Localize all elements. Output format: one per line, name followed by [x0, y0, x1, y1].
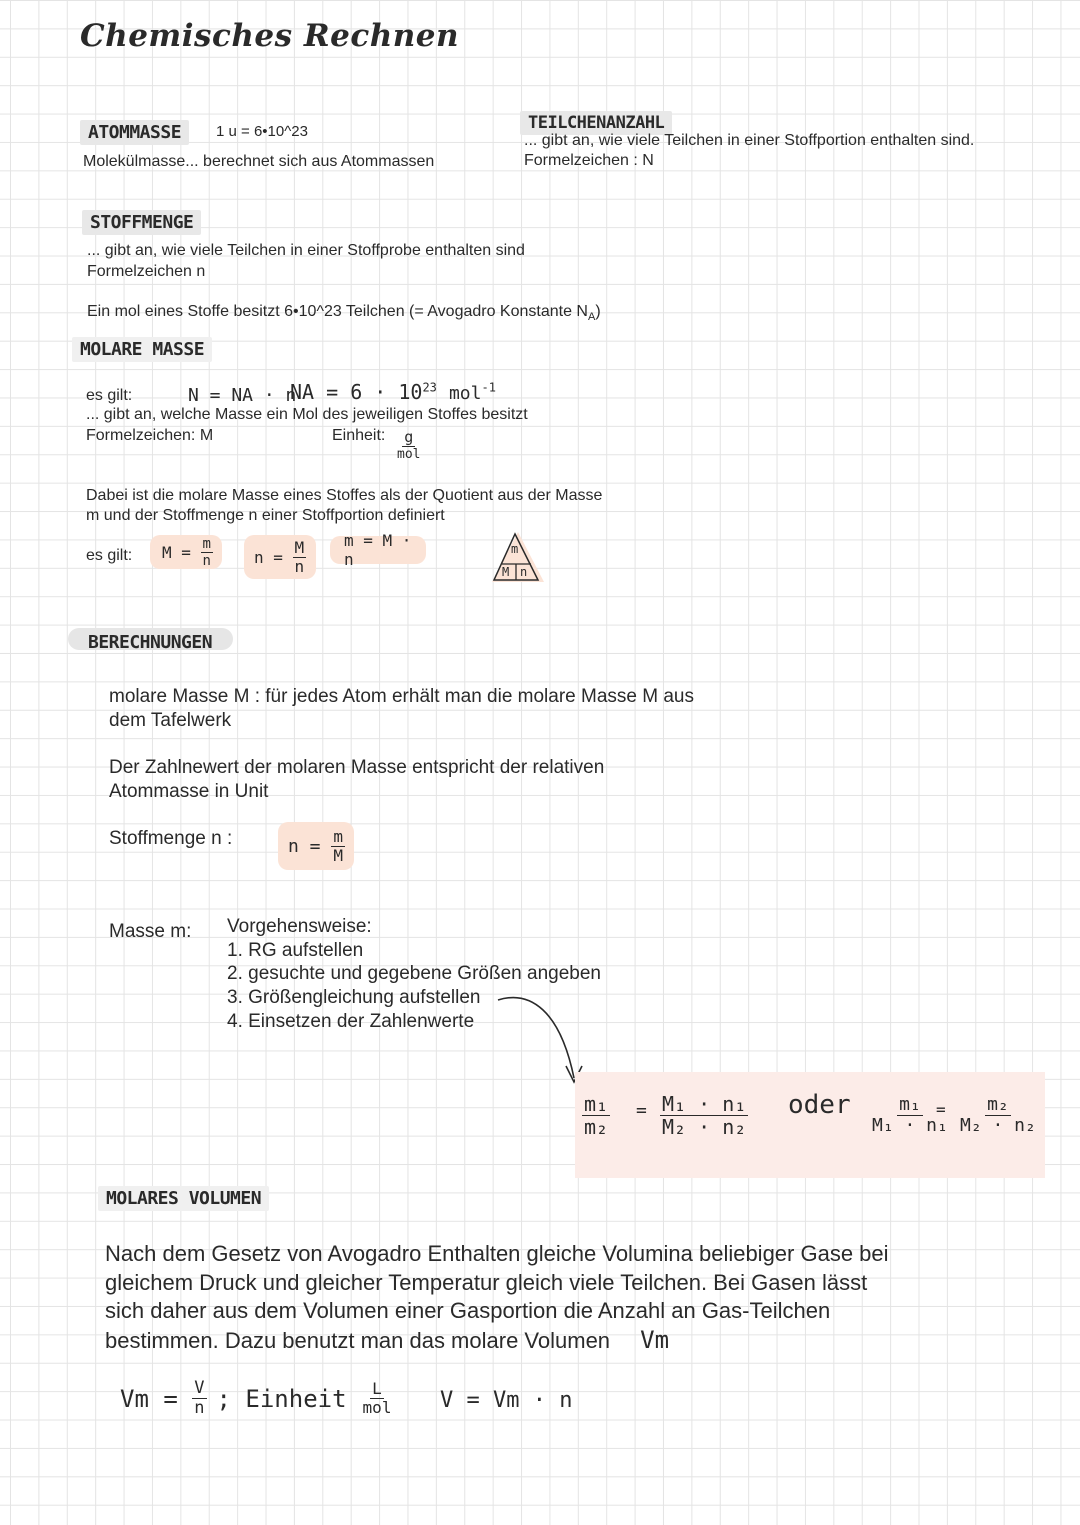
- eq-a-num: m₁: [584, 1092, 609, 1116]
- formula-avogadro-constant: [290, 380, 496, 404]
- es-gilt-label-2: es gilt:: [86, 547, 133, 564]
- molare-masse-tafelwerk-line-2: dem Tafelwerk: [109, 710, 232, 731]
- formula-stoffmenge-1: [244, 535, 316, 579]
- atommasse-heading: ATOMMASSE: [80, 120, 189, 145]
- eq-d-num: m₂: [987, 1094, 1009, 1115]
- page-title: Chemisches Rechnen: [80, 18, 460, 54]
- oder-word: oder: [788, 1090, 851, 1120]
- teilchenanzahl-heading: TEILCHENANZAHL: [520, 111, 672, 135]
- formula-vm-unit-num: L: [372, 1379, 382, 1398]
- avogadro-line: [87, 302, 601, 327]
- formula-triangle: [488, 528, 548, 586]
- formula-triangle-shape: [488, 528, 548, 586]
- eq-a-den: m₂: [584, 1115, 609, 1139]
- formula-stoffmenge-2-den: M: [333, 845, 343, 865]
- teilchenanzahl-description: ... gibt an, wie viele Teilchen in einer Stoffportion enthalten sind.: [524, 132, 975, 149]
- formula-molar-mass-lhs: M =: [162, 542, 191, 562]
- formula-stoffmenge-2: [278, 822, 354, 870]
- avogadro-exponent: 23: [422, 380, 437, 395]
- unit-denominator: mol: [397, 447, 421, 462]
- step-3: 3. Größengleichung aufstellen: [227, 987, 481, 1008]
- masse-m-label: Masse m:: [109, 921, 192, 942]
- equation-mass-ratio: [582, 1094, 610, 1137]
- molare-masse-symbol: Formelzeichen: M: [86, 427, 214, 444]
- molare-masse-description: ... gibt an, welche Masse ein Mol des jeweiligen Stoffes besitzt: [86, 406, 528, 423]
- zahlenwert-line-2: Atommasse in Unit: [109, 781, 269, 802]
- avogadro-law-line-3: sich daher aus dem Volumen einer Gasportion die Anzahl an Gas-Teilchen: [105, 1298, 831, 1323]
- formula-vm-einheit: ; Einheit: [216, 1384, 347, 1413]
- avogadro-law-line-2: gleichem Druck und gleicher Temperatur gleich viele Teilchen. Bei Gasen lässt: [105, 1269, 868, 1295]
- step-2: 2. gesuchte und gegebene Größen angeben: [227, 963, 601, 984]
- molares-volumen-heading: MOLARES VOLUMEN: [98, 1186, 269, 1211]
- stoffmenge-symbol: Formelzeichen n: [87, 263, 206, 280]
- definition-line-2: m und der Stoffmenge n einer Stoffportion definiert: [86, 507, 445, 524]
- formula-vm-den: n: [194, 1398, 205, 1418]
- stoffmenge-description: ... gibt an, wie viele Teilchen in einer Stoffprobe enthalten sind: [87, 242, 525, 259]
- stoffmenge-n-label: Stoffmenge n :: [109, 828, 233, 849]
- eq-c-den: M₁ · n₁: [872, 1115, 948, 1136]
- atomic-unit-definition: 1 u = 6•10^23: [216, 123, 308, 140]
- avogadro-law-line-4-text: bestimmen. Dazu benutzt man das molare Volumen: [105, 1327, 611, 1353]
- formula-molar-volume: [120, 1380, 393, 1417]
- avogadro-law-paragraph: [105, 1240, 1005, 1355]
- es-gilt-label-1: es gilt:: [86, 387, 133, 404]
- formula-molar-mass: [150, 535, 222, 569]
- avogadro-law-line-1: Nach dem Gesetz von Avogadro Enthalten gleiche Volumina beliebiger Gase bei: [105, 1241, 889, 1266]
- berechnungen-heading: BERECHNUNGEN: [88, 632, 213, 653]
- equation-right-quotient: [958, 1096, 1038, 1135]
- avogadro-unit: mol: [448, 383, 482, 404]
- molare-masse-tafelwerk-line-1: molare Masse M : für jedes Atom erhält man die molare Masse M aus: [109, 686, 695, 707]
- avogadro-subscript: A: [587, 311, 596, 324]
- teilchenanzahl-symbol: Formelzeichen : N: [524, 152, 654, 169]
- avogadro-law-line-4: [105, 1326, 1005, 1356]
- formula-stoffmenge-1-lhs: n =: [254, 547, 283, 567]
- formula-stoffmenge-2-num: m: [333, 826, 343, 846]
- avogadro-value: NA = 6 · 10: [290, 380, 423, 404]
- zahlenwert-line-1: Der Zahlnewert der molaren Masse entspricht der relativen: [109, 757, 605, 778]
- formula-molar-mass-num: m: [202, 535, 211, 552]
- stoffmenge-heading: STOFFMENGE: [82, 210, 201, 235]
- equation-molar-ratio: [660, 1094, 748, 1137]
- molekuelmasse-line: Molekülmasse... berechnet sich aus Atommassen: [83, 153, 435, 170]
- formula-molar-mass-den: n: [202, 552, 211, 569]
- triangle-top-m: m: [511, 542, 519, 556]
- formula-particle-count: N = NA · n: [188, 385, 297, 406]
- eq-equals-2: =: [936, 1100, 946, 1119]
- formula-stoffmenge-2-lhs: n =: [288, 835, 321, 857]
- triangle-left-m: M: [502, 565, 510, 579]
- formula-vm-lhs: Vm =: [120, 1384, 178, 1413]
- avogadro-close: ): [595, 303, 601, 320]
- formula-vm-unit-den: mol: [362, 1398, 392, 1417]
- triangle-right-n: n: [520, 565, 528, 579]
- step-4: 4. Einsetzen der Zahlenwerte: [227, 1011, 475, 1032]
- eq-b-num: M₁ · n₁: [662, 1092, 747, 1116]
- eq-c-num: m₁: [899, 1094, 921, 1115]
- eq-b-den: M₂ · n₂: [662, 1115, 747, 1139]
- eq-equals-1: =: [636, 1100, 647, 1121]
- formula-vm-num: V: [194, 1378, 205, 1398]
- formula-volume: V = Vm · n: [440, 1388, 573, 1413]
- definition-line-1: Dabei ist die molare Masse eines Stoffes als der Quotient aus der Masse: [86, 487, 603, 504]
- avogadro-unit-exponent: -1: [481, 380, 496, 395]
- vm-symbol: Vm: [640, 1325, 670, 1354]
- unit-g-per-mol: [395, 430, 422, 461]
- step-1: 1. RG aufstellen: [227, 940, 364, 961]
- molare-masse-heading: MOLARE MASSE: [72, 337, 212, 362]
- avogadro-text: Ein mol eines Stoffe besitzt 6•10^23 Teilchen (= Avogadro Konstante N: [87, 303, 588, 320]
- formula-stoffmenge-1-num: M: [294, 537, 305, 557]
- formula-mass: m = M · n: [330, 536, 426, 564]
- eq-d-den: M₂ · n₂: [960, 1115, 1036, 1136]
- formula-stoffmenge-1-den: n: [294, 556, 305, 576]
- einheit-label: Einheit:: [332, 427, 386, 444]
- unit-numerator: g: [404, 428, 414, 446]
- vorgehensweise-title: Vorgehensweise:: [227, 916, 372, 937]
